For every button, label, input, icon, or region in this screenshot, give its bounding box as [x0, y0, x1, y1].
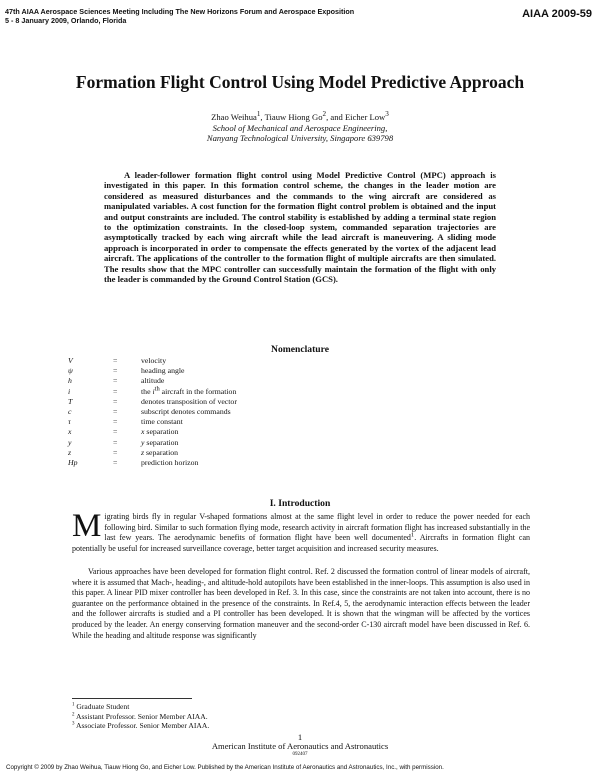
- nomenclature-equals: =: [113, 427, 118, 437]
- nomenclature-equals: =: [113, 396, 118, 406]
- nomenclature-symbol: τ: [68, 417, 71, 427]
- nomenclature-row: [68, 366, 368, 376]
- footnote: [72, 721, 372, 731]
- nomenclature-definition: velocity: [141, 356, 167, 365]
- definition-text: separation: [144, 437, 179, 447]
- author-mark: 1: [256, 110, 261, 119]
- nomenclature-definition: [141, 448, 178, 458]
- drop-cap: M: [72, 508, 102, 544]
- nomenclature-definition: time constant: [141, 417, 183, 427]
- nomenclature-equals: =: [113, 406, 118, 416]
- paper-title: Formation Flight Control Using Model Predictive Approach: [75, 72, 525, 92]
- document-id: 092407: [292, 752, 308, 757]
- footnote-text: Associate Professor. Senior Member AIAA.: [75, 721, 210, 731]
- paragraph-text: . Aircrafts in formation flight can potentially be useful for increased surveillance coverage, better target acquisition and increased security measures.: [72, 533, 530, 553]
- author-separator: ,: [260, 112, 265, 122]
- institute-name: American Institute of Aeronautics and Astronautics: [211, 741, 389, 751]
- nomenclature-list: [68, 356, 368, 468]
- nomenclature-definition: denotes transposition of vector: [141, 396, 237, 406]
- nomenclature-equals: =: [113, 417, 118, 427]
- footnote: [72, 702, 372, 712]
- definition-text: separation: [144, 447, 179, 457]
- nomenclature-row: [68, 356, 368, 366]
- nomenclature-row: [68, 438, 368, 448]
- nomenclature-heading: Nomenclature: [271, 344, 329, 355]
- nomenclature-row: [68, 397, 368, 407]
- nomenclature-row: [68, 376, 368, 386]
- author-mark: 2: [322, 110, 327, 119]
- definition-text: separation: [144, 427, 179, 437]
- footnote: [72, 712, 372, 722]
- footnotes: [72, 702, 372, 731]
- nomenclature-row: [68, 448, 368, 458]
- nomenclature-symbol: y: [68, 437, 72, 447]
- author-name: Eicher Low: [344, 112, 386, 122]
- nomenclature-equals: =: [113, 437, 118, 447]
- nomenclature-equals: =: [113, 366, 118, 376]
- nomenclature-definition: [141, 427, 178, 437]
- author-mark: 3: [385, 110, 389, 119]
- nomenclature-equals: =: [113, 356, 118, 365]
- nomenclature-equals: =: [113, 376, 118, 386]
- affiliation-university: Nanyang Technological University, Singapore 639798: [206, 133, 394, 143]
- conference-header: [5, 7, 425, 25]
- introduction-paragraph-2: Various approaches have been developed for formation flight control. Ref. 2 discussed the formation control of linear models of aircraft, where it is assumed that Mach-, heading-, and altitude-hold autopilots have been established in the inner-loops. This assumption is also used in this paper. A linear PID mixer controller has been developed in Ref. 3. In this case, since the constraints are not taken into account, there is no guarantee on the performance obtained in the presence of the constraints. In Ref.4, 5, the aerodynamic interaction effects between the leader and the follower aircrafts is studied and a PI controller has been developed. It is shown that the wingman will be affected by the vortices produced by the leader. An energy conserving formation maneuver and the second-order C-130 aircraft model have been discussed in Ref. 6. While the heading and altitude response was significantly: [72, 567, 530, 640]
- author-names: [0, 112, 600, 123]
- nomenclature-definition: prediction horizon: [141, 457, 199, 467]
- nomenclature-definition: [141, 438, 178, 448]
- definition-variable: i: [152, 386, 155, 396]
- paper-number: AIAA 2009-59: [522, 8, 592, 20]
- author-name: Tiauw Hiong Go: [264, 112, 323, 122]
- nomenclature-row: [68, 384, 368, 397]
- author-block: [0, 112, 600, 144]
- copyright-notice: Copyright © 2009 by Zhao Weihua, Tiauw Hiong Go, and Eicher Low. Published by the American Institute of Aeronautics and Astronautics, Inc., with permission.: [6, 764, 444, 771]
- footnote-mark: 2: [72, 712, 75, 718]
- reference-mark: 1: [410, 531, 415, 539]
- nomenclature-symbol: T: [68, 396, 73, 406]
- nomenclature-symbol: h: [68, 376, 72, 386]
- conference-line-1: 47th AIAA Aerospace Sciences Meeting Including The New Horizons Forum and Aerospace Exposition: [5, 7, 355, 16]
- footnote-mark: 1: [72, 702, 75, 708]
- definition-text: aircraft in the formation: [159, 386, 237, 396]
- footnote-text: Assistant Professor. Senior Member AIAA.: [75, 711, 208, 721]
- nomenclature-symbol: i: [68, 386, 71, 396]
- nomenclature-row: [68, 417, 368, 427]
- nomenclature-symbol: Hp: [68, 457, 78, 467]
- definition-variable: x: [141, 427, 145, 437]
- nomenclature-row: [68, 407, 368, 417]
- conference-line-2: 5 - 8 January 2009, Orlando, Florida: [5, 16, 127, 25]
- nomenclature-symbol: z: [68, 447, 72, 457]
- definition-text: the: [141, 386, 153, 396]
- introduction-paragraph-1: [72, 508, 530, 554]
- nomenclature-definition: heading angle: [141, 366, 185, 376]
- author-separator: , and: [326, 112, 345, 122]
- author-name: Zhao Weihua: [211, 112, 257, 122]
- nomenclature-row: [68, 458, 368, 468]
- nomenclature-definition: subscript denotes commands: [141, 406, 231, 416]
- nomenclature-equals: =: [113, 386, 118, 396]
- nomenclature-symbol: V: [68, 356, 73, 365]
- nomenclature-equals: =: [113, 447, 118, 457]
- nomenclature-row: [68, 427, 368, 437]
- nomenclature-symbol: ψ: [68, 366, 73, 376]
- abstract: A leader-follower formation flight control using Model Predictive Control (MPC) approach is investigated in this paper. In this formation control scheme, the changes in the leader motion are considered as measured disturbances and the commands to the wing aircraft are considered as manipulated variables. A cost function for the formation flight control problem is obtained and the input and output constraints are included. The control stability is established by adding a terminal state region to the optimization constraints. In the closed-loop system, commanded separation trajectories are asymptotically tracked by each wing aircraft while the lead aircraft is maneuvering. A sliding mode approach is incorporated in order to compensate the effects generated by the vortex of the adjacent lead aircraft. The applications of the controller to the formation flight of multiple aircrafts are then simulated. The results show that the MPC controller can successfully maintain the formation of the flight with only the leader is commanded by the Ground Control Station (GCS).: [104, 170, 496, 285]
- definition-superscript: th: [154, 384, 160, 392]
- page-number: 1: [297, 732, 303, 742]
- definition-variable: z: [141, 447, 145, 457]
- paragraph-text: igrating birds fly in regular V-shaped formations almost at the same flight level in order to reduce the power needed for each following bird. Similar to such formation flying mode, research activity in aircraft formation flight has increased substantially in the last few years. The aerodynamic benefits of formation flight have been well documented: [104, 512, 530, 543]
- footnote-divider: [72, 698, 192, 699]
- nomenclature-definition: altitude: [141, 376, 165, 386]
- nomenclature-equals: =: [113, 457, 118, 467]
- introduction-heading: I. Introduction: [269, 498, 331, 509]
- nomenclature-symbol: c: [68, 406, 72, 416]
- nomenclature-definition: [141, 384, 237, 397]
- nomenclature-symbol: x: [68, 427, 72, 437]
- footnote-mark: 3: [72, 721, 75, 727]
- footnote-text: Graduate Student: [76, 702, 130, 711]
- affiliation-school: School of Mechanical and Aerospace Engineering,: [212, 122, 388, 133]
- definition-variable: y: [141, 437, 145, 447]
